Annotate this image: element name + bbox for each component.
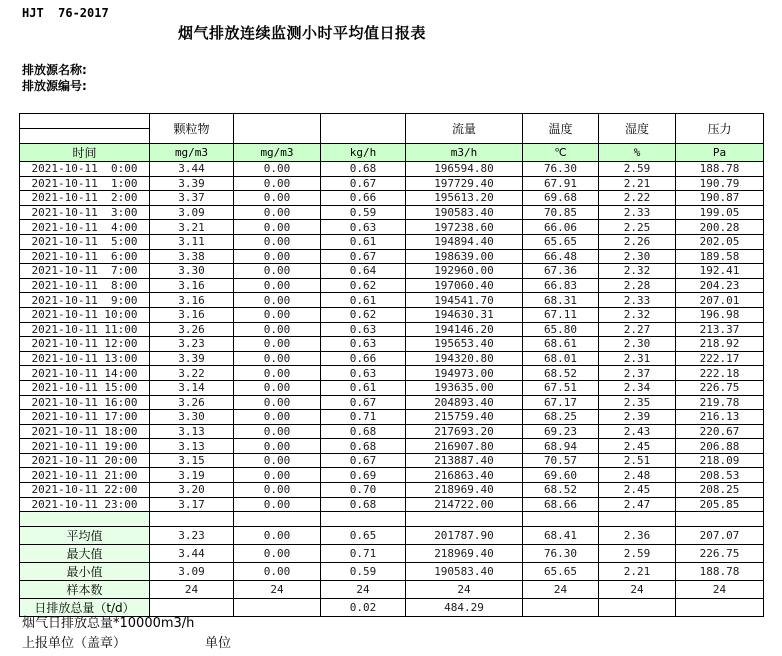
value-cell: 192.41 [676, 264, 764, 279]
row-header-cell: 2021-10-11 7:00 [20, 264, 150, 279]
value-cell: 2.26 [599, 234, 676, 249]
value-cell: 67.11 [523, 307, 599, 322]
value-cell [599, 599, 676, 617]
value-cell: 2.21 [599, 563, 676, 581]
value-cell: 68.25 [523, 410, 599, 425]
value-cell: 197060.40 [406, 278, 523, 293]
value-cell: 196.98 [676, 307, 764, 322]
value-cell: 3.09 [150, 563, 234, 581]
value-cell: 216907.80 [406, 439, 523, 454]
value-cell: 68.52 [523, 483, 599, 498]
table-row [20, 453, 764, 468]
value-cell: 226.75 [676, 380, 764, 395]
value-cell: 0.00 [234, 483, 321, 498]
value-cell: 67.17 [523, 395, 599, 410]
table-body [20, 114, 764, 617]
value-cell: 70.85 [523, 205, 599, 220]
row-header-cell: 2021-10-11 5:00 [20, 234, 150, 249]
value-cell: 3.22 [150, 366, 234, 381]
value-cell [523, 512, 599, 527]
summary-row [20, 563, 764, 581]
value-cell: 76.30 [523, 545, 599, 563]
row-header-cell: 2021-10-11 6:00 [20, 249, 150, 264]
unit-celsius: ℃ [523, 144, 599, 162]
value-cell: 66.48 [523, 249, 599, 264]
row-header-cell: 2021-10-11 23:00 [20, 497, 150, 512]
value-cell: 216863.40 [406, 468, 523, 483]
table-row [20, 307, 764, 322]
value-cell: 0.00 [234, 439, 321, 454]
value-cell: 3.37 [150, 191, 234, 206]
unit-m3h: m3/h [406, 144, 523, 162]
row-header-cell: 2021-10-11 11:00 [20, 322, 150, 337]
table-row [20, 497, 764, 512]
value-cell: 0.00 [234, 249, 321, 264]
value-cell: 215759.40 [406, 410, 523, 425]
row-header-cell: 最小值 [20, 563, 150, 581]
value-cell: 216.13 [676, 410, 764, 425]
row-header-cell: 2021-10-11 14:00 [20, 366, 150, 381]
page-title: 烟气排放连续监测小时平均值日报表 [178, 24, 427, 42]
row-header-cell: 2021-10-11 3:00 [20, 205, 150, 220]
value-cell: 69.23 [523, 424, 599, 439]
value-cell: 68.52 [523, 366, 599, 381]
value-cell: 0.68 [321, 162, 406, 177]
value-cell: 0.68 [321, 439, 406, 454]
value-cell: 0.61 [321, 234, 406, 249]
value-cell: 0.67 [321, 395, 406, 410]
value-cell: 197238.60 [406, 220, 523, 235]
unit-pa: Pa [676, 144, 764, 162]
table-row [20, 176, 764, 191]
value-cell: 2.30 [599, 337, 676, 352]
value-cell: 24 [234, 581, 321, 599]
row-header-cell: 2021-10-11 10:00 [20, 307, 150, 322]
emission-source-id-label: 排放源编号: [22, 79, 87, 93]
value-cell: 0.61 [321, 380, 406, 395]
unit-mgm3-1: mg/m3 [150, 144, 234, 162]
value-cell: 217693.20 [406, 424, 523, 439]
value-cell: 190.79 [676, 176, 764, 191]
value-cell: 24 [523, 581, 599, 599]
value-cell: 0.00 [234, 410, 321, 425]
value-cell: 2.45 [599, 483, 676, 498]
value-cell: 3.30 [150, 410, 234, 425]
value-cell: 24 [321, 581, 406, 599]
value-cell: 2.36 [599, 527, 676, 545]
unit-mgm3-2: mg/m3 [234, 144, 321, 162]
value-cell: 484.29 [406, 599, 523, 617]
row-header-cell: 2021-10-11 18:00 [20, 424, 150, 439]
value-cell: 3.16 [150, 278, 234, 293]
value-cell: 0.66 [321, 351, 406, 366]
value-cell: 0.00 [234, 220, 321, 235]
value-cell: 0.00 [234, 563, 321, 581]
value-cell: 2.30 [599, 249, 676, 264]
value-cell: 0.00 [234, 307, 321, 322]
value-cell: 68.31 [523, 293, 599, 308]
value-cell: 220.67 [676, 424, 764, 439]
row-header-cell: 样本数 [20, 581, 150, 599]
value-cell: 0.71 [321, 545, 406, 563]
value-cell: 2.32 [599, 264, 676, 279]
value-cell: 0.71 [321, 410, 406, 425]
unit-label: 单位 [205, 636, 232, 651]
value-cell: 3.16 [150, 307, 234, 322]
value-cell: 3.14 [150, 380, 234, 395]
table-row [20, 234, 764, 249]
value-cell: 0.67 [321, 453, 406, 468]
value-cell: 65.65 [523, 234, 599, 249]
value-cell: 3.30 [150, 264, 234, 279]
value-cell: 3.23 [150, 337, 234, 352]
row-header-cell: 2021-10-11 2:00 [20, 191, 150, 206]
value-cell: 65.80 [523, 322, 599, 337]
value-cell [599, 512, 676, 527]
row-header-cell: 2021-10-11 0:00 [20, 162, 150, 177]
table-row [20, 264, 764, 279]
column-header-blank-2 [321, 114, 406, 144]
value-cell: 2.51 [599, 453, 676, 468]
value-cell: 0.00 [234, 322, 321, 337]
value-cell: 195653.40 [406, 337, 523, 352]
value-cell: 3.39 [150, 176, 234, 191]
value-cell: 24 [150, 581, 234, 599]
value-cell: 2.47 [599, 497, 676, 512]
value-cell: 218969.40 [406, 483, 523, 498]
value-cell: 2.21 [599, 176, 676, 191]
value-cell: 0.00 [234, 545, 321, 563]
value-cell: 202.05 [676, 234, 764, 249]
value-cell: 66.06 [523, 220, 599, 235]
row-header-cell: 最大值 [20, 545, 150, 563]
value-cell: 190583.40 [406, 563, 523, 581]
time-column-header: 时间 [20, 144, 150, 162]
value-cell: 3.39 [150, 351, 234, 366]
column-header-temperature: 温度 [523, 114, 599, 144]
value-cell: 24 [676, 581, 764, 599]
value-cell: 218969.40 [406, 545, 523, 563]
value-cell: 213.37 [676, 322, 764, 337]
table-row [20, 293, 764, 308]
emission-source-name-label: 排放源名称: [22, 63, 87, 77]
row-header-cell: 2021-10-11 15:00 [20, 380, 150, 395]
value-cell: 3.13 [150, 439, 234, 454]
value-cell: 68.66 [523, 497, 599, 512]
value-cell: 2.32 [599, 307, 676, 322]
value-cell: 68.61 [523, 337, 599, 352]
row-header-cell: 2021-10-11 12:00 [20, 337, 150, 352]
spacer-row [20, 512, 764, 527]
value-cell: 192960.00 [406, 264, 523, 279]
value-cell: 0.69 [321, 468, 406, 483]
row-header-cell: 2021-10-11 19:00 [20, 439, 150, 454]
table-row [20, 468, 764, 483]
value-cell: 2.35 [599, 395, 676, 410]
value-cell: 70.57 [523, 453, 599, 468]
value-cell: 206.88 [676, 439, 764, 454]
value-cell [321, 512, 406, 527]
value-cell: 0.68 [321, 497, 406, 512]
value-cell: 0.00 [234, 380, 321, 395]
reporting-unit-stamp-label: 上报单位（盖章） [22, 636, 127, 651]
value-cell [523, 599, 599, 617]
value-cell: 195613.20 [406, 191, 523, 206]
value-cell: 0.00 [234, 366, 321, 381]
value-cell: 0.00 [234, 424, 321, 439]
value-cell: 0.67 [321, 176, 406, 191]
value-cell: 214722.00 [406, 497, 523, 512]
value-cell: 2.37 [599, 366, 676, 381]
table-row [20, 395, 764, 410]
row-header-cell: 2021-10-11 16:00 [20, 395, 150, 410]
value-cell: 188.78 [676, 162, 764, 177]
table-row [20, 220, 764, 235]
value-cell: 0.68 [321, 424, 406, 439]
value-cell: 218.92 [676, 337, 764, 352]
value-cell: 2.39 [599, 410, 676, 425]
daily-total-note: 烟气日排放总量*10000m3/h [22, 616, 195, 631]
unit-header-row [20, 144, 764, 162]
value-cell: 222.17 [676, 351, 764, 366]
unit-percent: % [599, 144, 676, 162]
value-cell: 204893.40 [406, 395, 523, 410]
value-cell: 3.38 [150, 249, 234, 264]
value-cell: 3.21 [150, 220, 234, 235]
value-cell: 0.00 [234, 191, 321, 206]
table-row [20, 337, 764, 352]
value-cell: 0.00 [234, 351, 321, 366]
value-cell: 0.63 [321, 322, 406, 337]
value-cell: 2.22 [599, 191, 676, 206]
value-cell: 0.02 [321, 599, 406, 617]
row-header-cell: 2021-10-11 1:00 [20, 176, 150, 191]
value-cell: 0.00 [234, 395, 321, 410]
row-header-cell: 平均值 [20, 527, 150, 545]
table-row [20, 162, 764, 177]
value-cell: 69.60 [523, 468, 599, 483]
value-cell: 190.87 [676, 191, 764, 206]
value-cell: 0.64 [321, 264, 406, 279]
table-row [20, 322, 764, 337]
value-cell: 190583.40 [406, 205, 523, 220]
value-cell: 205.85 [676, 497, 764, 512]
summary-row [20, 527, 764, 545]
value-cell: 194973.00 [406, 366, 523, 381]
value-cell: 3.13 [150, 424, 234, 439]
value-cell: 198639.00 [406, 249, 523, 264]
value-cell: 0.62 [321, 278, 406, 293]
value-cell: 0.67 [321, 249, 406, 264]
value-cell: 0.00 [234, 234, 321, 249]
value-cell: 2.43 [599, 424, 676, 439]
value-cell: 193635.00 [406, 380, 523, 395]
value-cell: 208.25 [676, 483, 764, 498]
value-cell [234, 512, 321, 527]
report-table [19, 113, 764, 617]
value-cell: 194630.31 [406, 307, 523, 322]
value-cell: 67.51 [523, 380, 599, 395]
table-row [20, 351, 764, 366]
value-cell: 76.30 [523, 162, 599, 177]
table-row [20, 205, 764, 220]
table-row [20, 439, 764, 454]
value-cell: 0.00 [234, 497, 321, 512]
unit-kgh: kg/h [321, 144, 406, 162]
table-row [20, 483, 764, 498]
value-cell: 3.20 [150, 483, 234, 498]
value-cell: 3.26 [150, 395, 234, 410]
table-row [20, 366, 764, 381]
value-cell: 0.00 [234, 453, 321, 468]
value-cell: 0.00 [234, 264, 321, 279]
time-header-top-cell [20, 114, 150, 129]
group-header-row-1 [20, 114, 764, 129]
value-cell: 69.68 [523, 191, 599, 206]
value-cell: 2.59 [599, 162, 676, 177]
table-row [20, 410, 764, 425]
table-row [20, 380, 764, 395]
value-cell [676, 599, 764, 617]
value-cell: 3.11 [150, 234, 234, 249]
row-header-cell: 2021-10-11 20:00 [20, 453, 150, 468]
value-cell: 0.00 [234, 527, 321, 545]
time-header-bottom-cell [20, 129, 150, 144]
value-cell: 2.34 [599, 380, 676, 395]
value-cell: 0.59 [321, 205, 406, 220]
value-cell: 68.94 [523, 439, 599, 454]
value-cell: 0.00 [234, 205, 321, 220]
value-cell: 0.63 [321, 220, 406, 235]
value-cell: 0.66 [321, 191, 406, 206]
row-header-cell: 日排放总量（t/d） [20, 599, 150, 617]
table-row [20, 278, 764, 293]
value-cell: 0.00 [234, 278, 321, 293]
value-cell: 226.75 [676, 545, 764, 563]
row-header-cell: 2021-10-11 9:00 [20, 293, 150, 308]
value-cell: 194894.40 [406, 234, 523, 249]
value-cell: 3.15 [150, 453, 234, 468]
value-cell: 194320.80 [406, 351, 523, 366]
value-cell: 2.33 [599, 293, 676, 308]
value-cell: 0.59 [321, 563, 406, 581]
row-header-cell: 2021-10-11 17:00 [20, 410, 150, 425]
summary-row [20, 581, 764, 599]
value-cell: 2.48 [599, 468, 676, 483]
value-cell: 2.33 [599, 205, 676, 220]
value-cell: 2.59 [599, 545, 676, 563]
column-header-particulate: 颗粒物 [150, 114, 234, 144]
value-cell: 2.27 [599, 322, 676, 337]
table-row [20, 191, 764, 206]
value-cell: 0.63 [321, 337, 406, 352]
value-cell: 67.36 [523, 264, 599, 279]
value-cell [406, 512, 523, 527]
value-cell: 3.17 [150, 497, 234, 512]
value-cell: 207.07 [676, 527, 764, 545]
value-cell: 3.23 [150, 527, 234, 545]
value-cell: 3.44 [150, 162, 234, 177]
value-cell: 3.16 [150, 293, 234, 308]
row-header-cell: 2021-10-11 21:00 [20, 468, 150, 483]
value-cell: 0.00 [234, 337, 321, 352]
value-cell: 0.00 [234, 468, 321, 483]
value-cell: 66.83 [523, 278, 599, 293]
value-cell: 68.41 [523, 527, 599, 545]
value-cell [150, 512, 234, 527]
value-cell: 207.01 [676, 293, 764, 308]
value-cell: 0.70 [321, 483, 406, 498]
column-header-flow: 流量 [406, 114, 523, 144]
row-header-cell: 2021-10-11 13:00 [20, 351, 150, 366]
summary-row [20, 545, 764, 563]
value-cell: 3.09 [150, 205, 234, 220]
column-header-blank-1 [234, 114, 321, 144]
value-cell: 24 [406, 581, 523, 599]
value-cell: 188.78 [676, 563, 764, 581]
row-header-cell: 2021-10-11 8:00 [20, 278, 150, 293]
row-header-cell [20, 512, 150, 527]
value-cell: 0.00 [234, 176, 321, 191]
value-cell: 199.05 [676, 205, 764, 220]
table-row [20, 424, 764, 439]
value-cell: 3.19 [150, 468, 234, 483]
value-cell: 0.00 [234, 162, 321, 177]
value-cell: 196594.80 [406, 162, 523, 177]
value-cell: 68.01 [523, 351, 599, 366]
row-header-cell: 2021-10-11 22:00 [20, 483, 150, 498]
value-cell [676, 512, 764, 527]
document-code: HJT 76-2017 [22, 6, 109, 20]
value-cell: 2.28 [599, 278, 676, 293]
value-cell: 0.63 [321, 366, 406, 381]
value-cell: 219.78 [676, 395, 764, 410]
value-cell: 65.65 [523, 563, 599, 581]
value-cell: 208.53 [676, 468, 764, 483]
row-header-cell: 2021-10-11 4:00 [20, 220, 150, 235]
value-cell: 3.44 [150, 545, 234, 563]
column-header-pressure: 压力 [676, 114, 764, 144]
value-cell: 200.28 [676, 220, 764, 235]
value-cell: 201787.90 [406, 527, 523, 545]
value-cell: 194146.20 [406, 322, 523, 337]
value-cell: 0.00 [234, 293, 321, 308]
value-cell: 0.61 [321, 293, 406, 308]
value-cell: 189.58 [676, 249, 764, 264]
value-cell: 213887.40 [406, 453, 523, 468]
value-cell: 2.45 [599, 439, 676, 454]
value-cell: 197729.40 [406, 176, 523, 191]
value-cell: 0.62 [321, 307, 406, 322]
value-cell: 204.23 [676, 278, 764, 293]
value-cell: 194541.70 [406, 293, 523, 308]
value-cell: 24 [599, 581, 676, 599]
value-cell: 218.09 [676, 453, 764, 468]
table-row [20, 249, 764, 264]
column-header-humidity: 湿度 [599, 114, 676, 144]
value-cell: 222.18 [676, 366, 764, 381]
value-cell: 3.26 [150, 322, 234, 337]
value-cell: 0.65 [321, 527, 406, 545]
value-cell: 67.91 [523, 176, 599, 191]
value-cell: 2.31 [599, 351, 676, 366]
value-cell [234, 599, 321, 617]
value-cell: 2.25 [599, 220, 676, 235]
